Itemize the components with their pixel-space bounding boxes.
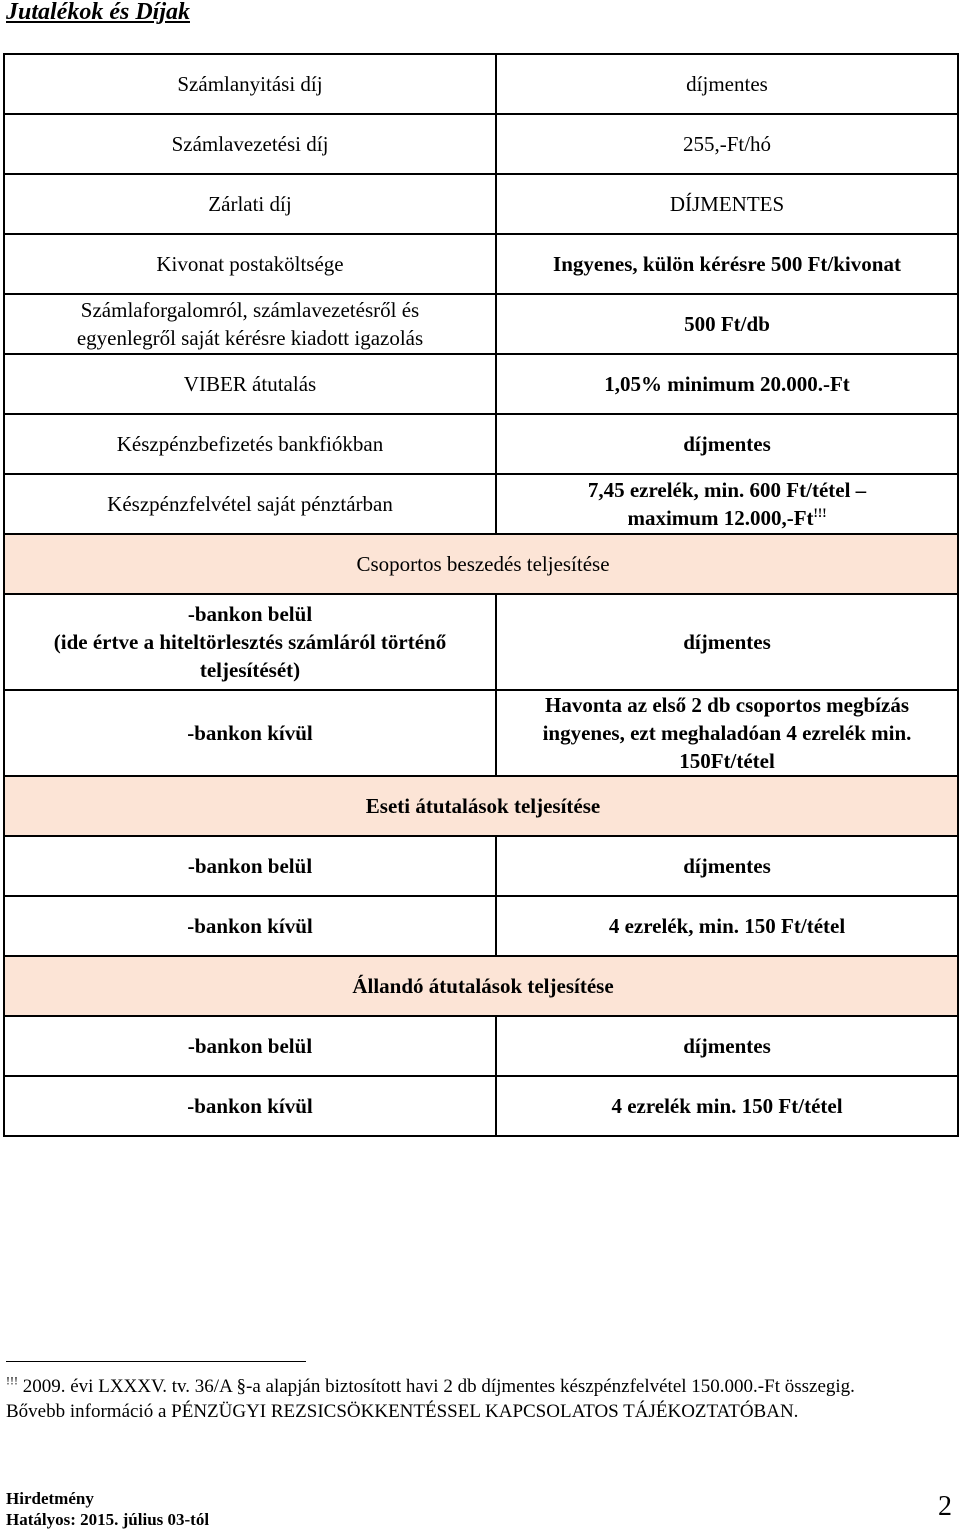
fee-value: 4 ezrelék, min. 150 Ft/tétel bbox=[496, 896, 958, 956]
page-number: 2 bbox=[938, 1491, 952, 1522]
section-header-row bbox=[4, 534, 958, 594]
fee-value: díjmentes bbox=[496, 594, 958, 690]
footer-effective-date: Hatályos: 2015. július 03-tól bbox=[6, 1510, 210, 1529]
fee-label: Számlanyitási díj bbox=[4, 54, 496, 114]
footnote bbox=[6, 1374, 956, 1424]
fee-label: Zárlati díj bbox=[4, 174, 496, 234]
fee-value bbox=[496, 474, 958, 534]
footnote-line: Bővebb információ a PÉNZÜGYI REZSICSÖKKENTÉSSEL KAPCSOLATOS TÁJÉKOZTATÓBAN. bbox=[6, 1401, 799, 1422]
fee-label: -bankon belül bbox=[4, 1016, 496, 1076]
fee-label bbox=[4, 594, 496, 690]
table-row bbox=[4, 234, 958, 294]
footnote-separator bbox=[6, 1361, 306, 1362]
fee-value: 4 ezrelék min. 150 Ft/tétel bbox=[496, 1076, 958, 1136]
fee-value: DÍJMENTES bbox=[496, 174, 958, 234]
fee-label-line: -bankon belül bbox=[187, 602, 313, 626]
fee-value-line: Havonta az első 2 db csoportos megbízás bbox=[545, 693, 909, 717]
fee-value: díjmentes bbox=[496, 414, 958, 474]
table-row bbox=[4, 294, 958, 354]
table-row bbox=[4, 594, 958, 690]
table-row bbox=[4, 114, 958, 174]
section-header-row bbox=[4, 776, 958, 836]
footer-doc-type: Hirdetmény bbox=[6, 1489, 94, 1508]
footnote-mark: !!! bbox=[6, 1373, 18, 1388]
table-row bbox=[4, 1016, 958, 1076]
table-row bbox=[4, 474, 958, 534]
footnote-line bbox=[6, 1374, 956, 1399]
fee-label: Kivonat postaköltsége bbox=[4, 234, 496, 294]
fee-label: -bankon kívül bbox=[4, 1076, 496, 1136]
fee-value: 1,05% minimum 20.000.-Ft bbox=[496, 354, 958, 414]
table-row bbox=[4, 1076, 958, 1136]
fee-label: Készpénzfelvétel saját pénztárban bbox=[4, 474, 496, 534]
section-title: Csoportos beszedés teljesítése bbox=[356, 552, 610, 576]
fee-value: 500 Ft/db bbox=[496, 294, 958, 354]
fee-value: díjmentes bbox=[496, 836, 958, 896]
table-row bbox=[4, 54, 958, 114]
fee-label-line: Számlaforgalomról, számlavezetésről és bbox=[80, 298, 420, 322]
fee-label: VIBER átutalás bbox=[4, 354, 496, 414]
table-row bbox=[4, 354, 958, 414]
table-row bbox=[4, 896, 958, 956]
fee-label-line: egyenlegről saját kérésre kiadott igazolás bbox=[76, 326, 424, 350]
fee-label: -bankon belül bbox=[4, 836, 496, 896]
footnote-mark: !!! bbox=[813, 505, 827, 520]
fee-label bbox=[4, 294, 496, 354]
fee-value-line: 150Ft/tétel bbox=[679, 749, 775, 773]
fee-value-line bbox=[503, 504, 951, 532]
fee-value: díjmentes bbox=[496, 54, 958, 114]
fee-label: Számlavezetési díj bbox=[4, 114, 496, 174]
fee-label: -bankon kívül bbox=[4, 690, 496, 776]
fee-value: Ingyenes, külön kérésre 500 Ft/kivonat bbox=[496, 234, 958, 294]
fee-value bbox=[496, 690, 958, 776]
fee-value: díjmentes bbox=[496, 1016, 958, 1076]
table-row bbox=[4, 414, 958, 474]
table-row bbox=[4, 690, 958, 776]
fee-label-line: (ide értve a hiteltörlesztés számláról történő bbox=[53, 630, 447, 654]
table-row bbox=[4, 836, 958, 896]
table-row bbox=[4, 174, 958, 234]
fee-label: Készpénzbefizetés bankfiókban bbox=[4, 414, 496, 474]
fee-value-text: maximum 12.000,-Ft bbox=[627, 506, 814, 530]
fee-value-line: ingyenes, ezt meghaladóan 4 ezrelék min. bbox=[542, 721, 912, 745]
fee-value: 255,-Ft/hó bbox=[496, 114, 958, 174]
fee-label-line: teljesítését) bbox=[199, 658, 301, 682]
footnote-text: 2009. évi LXXXV. tv. 36/A §-a alapján biztosított havi 2 db díjmentes készpénzfelvétel 150.000.-Ft összegig. bbox=[18, 1376, 855, 1397]
fees-table bbox=[3, 53, 959, 1137]
section-title: Állandó átutalások teljesítése bbox=[352, 974, 614, 998]
fee-value-line: 7,45 ezrelék, min. 600 Ft/tétel – bbox=[587, 478, 867, 502]
fee-label: -bankon kívül bbox=[4, 896, 496, 956]
section-title: Eseti átutalások teljesítése bbox=[365, 794, 601, 818]
section-header-row bbox=[4, 956, 958, 1016]
page-footer bbox=[6, 1488, 209, 1530]
page-heading: Jutalékok és Díjak bbox=[6, 0, 190, 25]
